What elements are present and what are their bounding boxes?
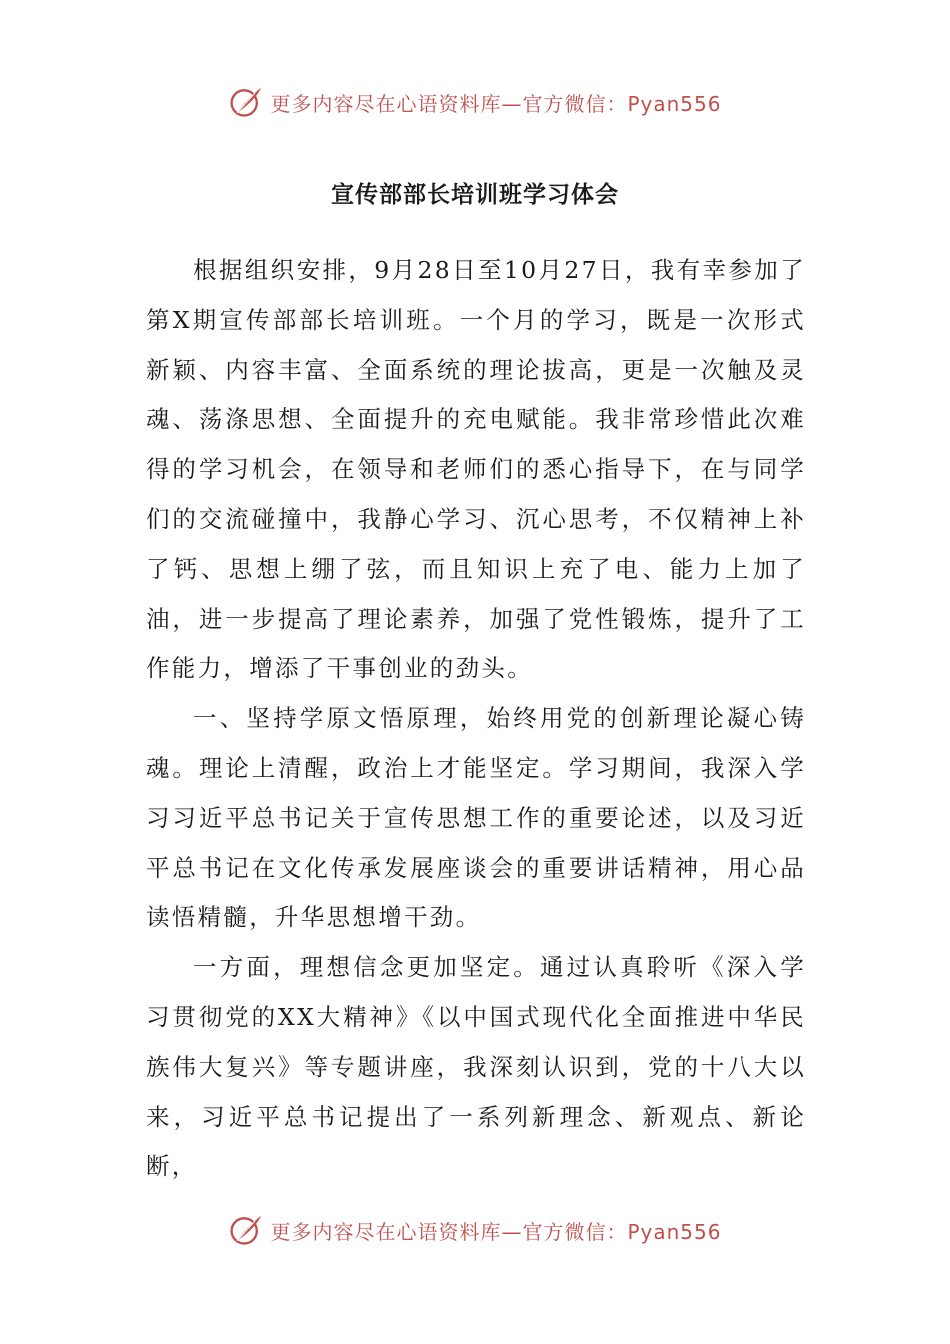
- header-banner: [0, 84, 950, 120]
- quill-pen-logo-icon: [228, 84, 264, 120]
- paragraph-2: 一、坚持学原文悟原理，始终用党的创新理论凝心铸魂。理论上清醒，政治上才能坚定。学习期间，我深入学习习近平总书记关于宣传思想工作的重要论述，以及习近平总书记在文化传承发展座谈会的重要讲话精神，用心品读悟精髓，升华思想增干劲。: [146, 704, 806, 932]
- banner-text: 更多内容尽在心语资料库—官方微信：Pyan556: [270, 1219, 722, 1244]
- paragraph-3: 一方面，理想信念更加坚定。通过认真聆听《深入学习贯彻党的XX大精神》《以中国式现代化全面推进中华民族伟大复兴》等专题讲座，我深刻认识到，党的十八大以来，习近平总书记提出了一系列新理念、新观点、新论断，: [146, 953, 806, 1181]
- paragraph-1: 根据组织安排，9月28日至10月27日，我有幸参加了第X期宣传部部长培训班。一个月的学习，既是一次形式新颖、内容丰富、全面系统的理论拔高，更是一次触及灵魂、荡涤思想、全面提升的充电赋能。我非常珍惜此次难得的学习机会，在领导和老师们的悉心指导下，在与同学们的交流碰撞中，我静心学习、沉心思考，不仅精神上补了钙、思想上绷了弦，而且知识上充了电、能力上加了油，进一步提高了理论素养，加强了党性锻炼，提升了工作能力，增添了干事创业的劲头。: [146, 256, 806, 683]
- document-title: 宣传部部长培训班学习体会: [331, 181, 619, 208]
- banner-text: 更多内容尽在心语资料库—官方微信：Pyan556: [270, 91, 722, 116]
- footer-banner: [0, 1212, 950, 1248]
- document-body: [146, 246, 806, 1192]
- quill-pen-logo-icon: [228, 1212, 264, 1248]
